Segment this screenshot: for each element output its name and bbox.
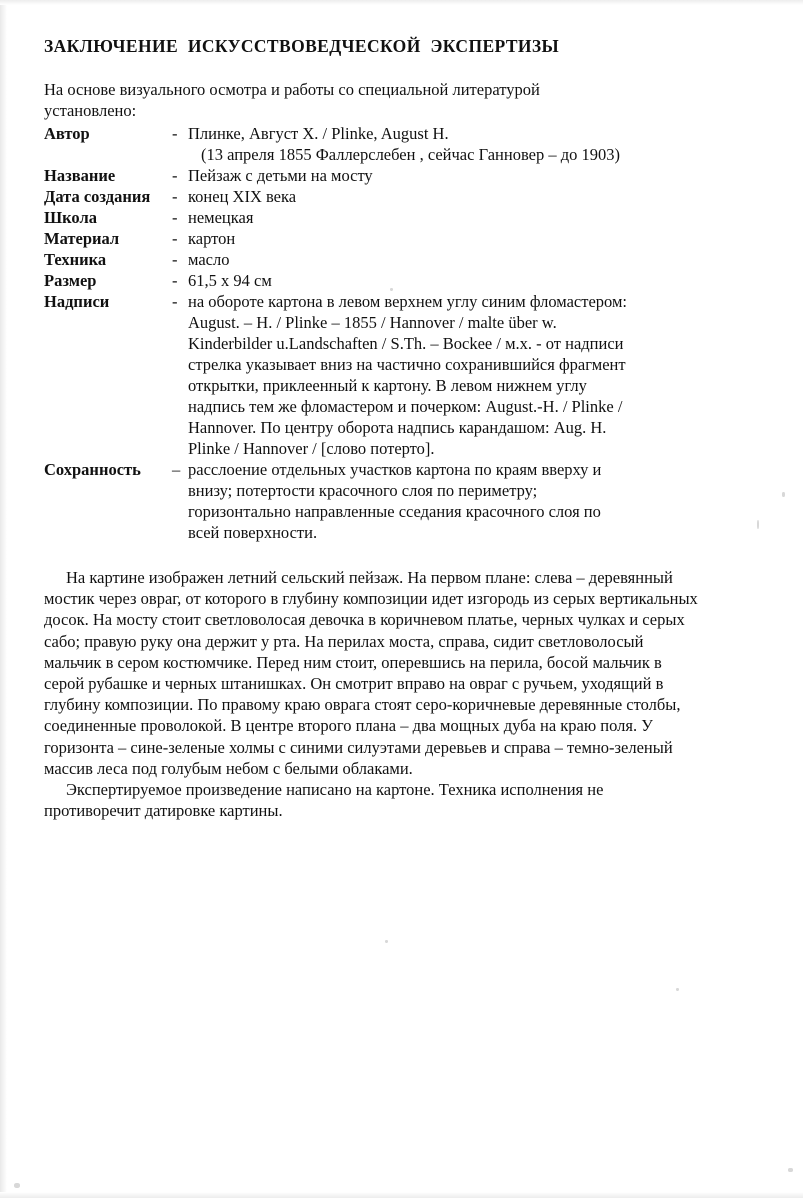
inscription-line: Plinke / Hannover / [слово потерто]. [188,439,435,458]
description-paragraph-1: На картине изображен летний сельский пейзаж. На первом плане: слева – деревянный мостик через овраг, от которого в глубину композиции идет изгородь из серых вертикальных досок. На мосту стоит светловолосая девочка в коричневом платье, черных чулках и серых сабо; правую руку она держит у рта. На перилах моста, справа, сидит светловолосый мальчик в сером костюмчике. Перед ним стоит, оперевшись на перила, босой мальчик в серой рубашке и черных штанишках. Он смотрит вправо на овраг с ручьем, уходящий в глубину композиции. По правому краю оврага стоят серо-коричневые деревянные столбы, соединенные проволокой. В центре второго плана – два мощных дуба на краю поля. У горизонта – сине-зеленые холмы с синими силуэтами деревьев и справа – темно-зеленый массив леса под голубым небом с белыми облаками. [44,568,698,778]
inscription-line: на обороте картона в левом верхнем углу синим фломастером: [188,292,627,311]
field-value-size: 61,5 х 94 см [188,271,272,290]
condition-line: внизу; потертости красочного слоя по периметру; [188,481,538,500]
author-name: Плинке, Август Х. / Plinke, August H. [188,124,449,143]
scan-speck [782,492,785,497]
field-value-title: Пейзаж с детьми на мосту [188,166,373,185]
scan-edge-bottom [0,1192,803,1198]
field-dash: - [172,208,178,227]
field-label-author: Автор [44,124,90,143]
field-label-title: Название [44,166,116,185]
field-dash: - [172,187,178,206]
field-dash: - [172,124,178,143]
scan-edge-top [0,0,803,5]
scan-speck [676,988,679,991]
page-title: ЗАКЛЮЧЕНИЕ ИСКУССТВОВЕДЧЕСКОЙ ЭКСПЕРТИЗЫ [44,36,560,56]
field-row-condition [44,459,744,543]
field-label-size: Размер [44,271,97,290]
inscription-line: Kinderbilder u.Landschaften / S.Th. – Bockee / м.х. - от надписи [188,334,624,353]
intro-line-1: На основе визуального осмотра и работы со специальной литературой [44,80,540,99]
field-row-creation-date [44,186,744,207]
inscription-line: August. – H. / Plinke – 1855 / Hannover / malte über w. [188,313,557,332]
field-label-technique: Техника [44,250,107,269]
field-label-material: Материал [44,229,120,248]
intro-line-2: установлено: [44,101,137,120]
scan-speck [757,520,759,529]
description-body [44,567,704,821]
field-row-title [44,165,744,186]
field-row-size [44,270,744,291]
field-row-inscriptions [44,291,744,459]
description-paragraph-2: Экспертируемое произведение написано на картоне. Техника исполнения не противоречит датировке картины. [44,780,604,821]
field-label-creation-date: Дата создания [44,187,151,206]
inscription-line: Hannover. По центру оборота надпись карандашом: Aug. H. [188,418,607,437]
condition-line: всей поверхности. [188,523,318,542]
field-label-condition: Сохранность [44,460,141,479]
inscription-line: стрелка указывает вниз на частично сохранившийся фрагмент [188,355,626,374]
field-row-school [44,207,744,228]
field-value-school: немецкая [188,208,254,227]
field-dash: - [172,250,178,269]
metadata-fields [44,123,744,543]
field-value-condition [188,459,728,543]
field-value-creation-date: конец XIX века [188,187,297,206]
scan-edge-left [0,0,7,1198]
field-label-inscriptions: Надписи [44,292,110,311]
condition-line: расслоение отдельных участков картона по краям вверху и [188,460,602,479]
field-value-technique: масло [188,250,230,269]
condition-line: горизонтально направленные сседания красочного слоя по [188,502,601,521]
field-row-material [44,228,744,249]
document-content [44,36,744,821]
inscription-line: надпись тем же фломастером и почерком: August.-H. / Plinke / [188,397,623,416]
scan-speck [788,1168,793,1172]
field-dash: - [172,292,178,311]
field-dash: – [172,460,181,479]
field-row-technique [44,249,744,270]
scan-speck [14,1183,20,1188]
field-dash: - [172,166,178,185]
field-value-material: картон [188,229,236,248]
field-value-author [188,123,744,165]
inscription-line: открытки, приклеенный к картону. В левом нижнем углу [188,376,587,395]
field-value-inscriptions [188,291,728,459]
field-dash: - [172,229,178,248]
field-label-school: Школа [44,208,97,227]
intro-paragraph [44,79,644,121]
author-dates: (13 апреля 1855 Фаллерслебен , сейчас Ганновер – до 1903) [201,145,620,164]
field-row-author [44,123,744,165]
field-dash: - [172,271,178,290]
scan-speck [385,940,388,943]
